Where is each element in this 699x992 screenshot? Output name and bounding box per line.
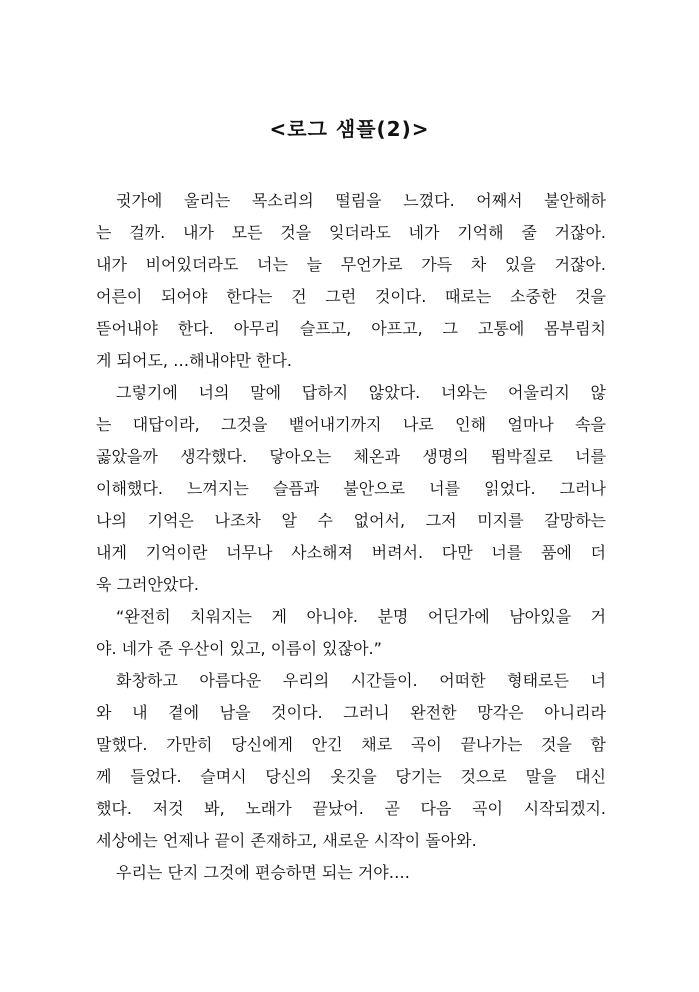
text-line: 했다. 저것 봐, 노래가 끝났어. 곧 다음 곡이 시작되겠지.: [96, 799, 606, 818]
text-line: 이해했다. 느껴지는 슬픔과 불안으로 너를 읽었다. 그러나: [96, 479, 606, 498]
text-line: 께 들었다. 슬며시 당신의 옷깃을 당기는 것으로 말을 대신: [96, 767, 606, 786]
text-line: 화창하고 아름다운 우리의 시간들이. 어떠한 형태로든 너: [116, 671, 606, 690]
text-line: 곯았을까 생각했다. 닿아오는 체온과 생명의 뜀박질로 너를: [96, 447, 606, 466]
text-line: 내게 기억이란 너무나 사소해져 버려서. 다만 너를 품에 더: [96, 543, 606, 562]
text-line: 우리는 단지 그것에 편승하면 되는 거야….: [116, 863, 410, 882]
text-line: 어른이 되어야 한다는 건 그런 것이다. 때로는 소중한 것을: [96, 287, 606, 306]
text-line: 야. 네가 준 우산이 있고, 이름이 있잖아.”: [96, 639, 382, 658]
text-line: 욱 그러안았다.: [96, 575, 199, 594]
text-line: “완전히 치워지는 게 아니야. 분명 어딘가에 남아있을 거: [116, 607, 606, 626]
text-line: 내가 비어있더라도 너는 늘 무언가로 가득 차 있을 거잖아.: [96, 255, 606, 274]
text-line: 뜯어내야 한다. 아무리 슬프고, 아프고, 그 고통에 몸부림치: [96, 319, 606, 338]
text-line: 그렇기에 너의 말에 답하지 않았다. 너와는 어울리지 않: [116, 383, 606, 402]
body-text: [96, 185, 606, 889]
text-line: 나의 기억은 나조차 알 수 없어서, 그저 미지를 갈망하는: [96, 511, 606, 530]
text-line: 는 걸까. 내가 모든 것을 잊더라도 네가 기억해 줄 거잖아.: [96, 223, 606, 242]
text-line: 세상에는 언제나 끝이 존재하고, 새로운 시작이 돌아와.: [96, 831, 477, 850]
text-line: 말했다. 가만히 당신에게 안긴 채로 곡이 끝나가는 것을 함: [96, 735, 606, 754]
text-line: 와 내 곁에 남을 것이다. 그러니 완전한 망각은 아니리라: [96, 703, 606, 722]
text-line: 는 대답이라, 그것을 뱉어내기까지 나로 인해 얼마나 속을: [96, 415, 606, 434]
page-title: <로그 샘플(2)>: [269, 117, 430, 141]
text-line: 게 되어도, …해내야만 한다.: [96, 351, 292, 370]
text-line: 귓가에 울리는 목소리의 떨림을 느꼈다. 어째서 불안해하: [116, 191, 606, 210]
